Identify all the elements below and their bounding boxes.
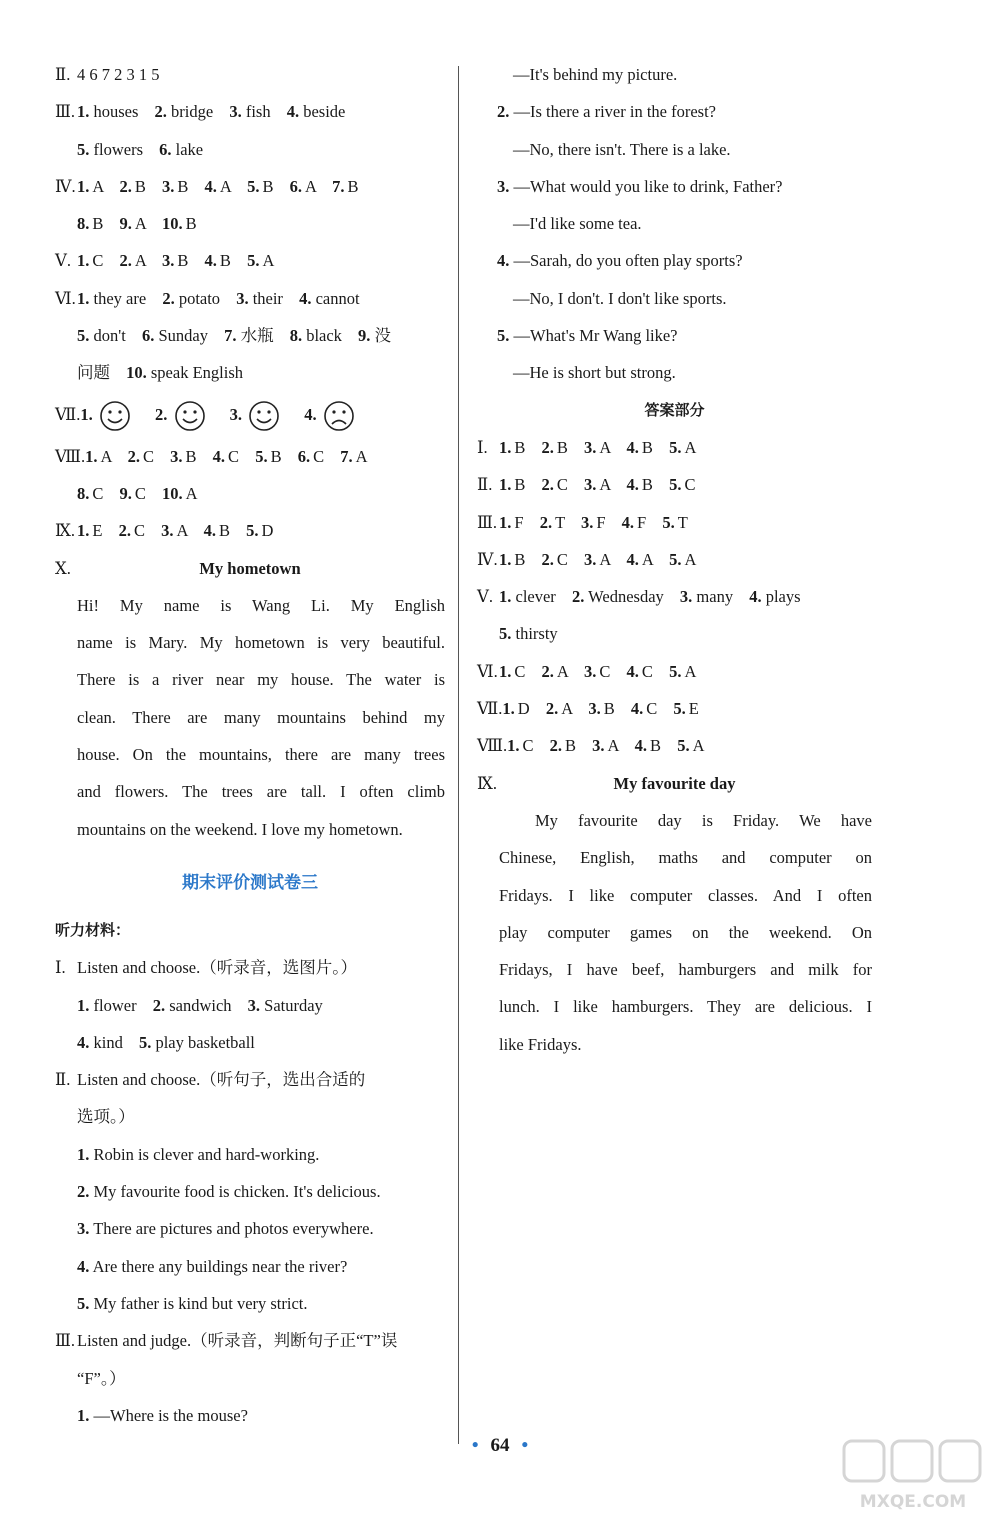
part-title-cont: 选项。） bbox=[77, 1107, 135, 1127]
essay-line: Chinese, English, maths and computer on bbox=[499, 848, 872, 868]
sentence: 5. My father is kind but very strict. bbox=[77, 1293, 308, 1313]
smile-face-icon bbox=[248, 400, 280, 432]
page-number: • 64 • bbox=[471, 1435, 529, 1456]
answer-line: 问题 10. speak English bbox=[77, 363, 243, 383]
dot-icon: • bbox=[471, 1435, 479, 1456]
essay-line: like Fridays. bbox=[499, 1034, 582, 1054]
essay-line: and flowers. The trees are tall. I often climb bbox=[77, 782, 445, 802]
listening-header: 听力材料： bbox=[55, 920, 131, 939]
answer-line: Ⅴ. 1. C 2. A 3. B 4. B 5. A bbox=[55, 251, 275, 271]
answer-line: Ⅱ. 4 6 7 2 3 1 5 bbox=[55, 65, 160, 84]
essay-title: My hometown bbox=[199, 558, 301, 578]
answer-line: 4. kind 5. play basketball bbox=[77, 1032, 255, 1052]
essay-title-line: Ⅹ. My hometown bbox=[55, 550, 445, 587]
essay-line: house. On the mountains, there are many trees bbox=[77, 745, 445, 765]
essay-line: My favourite day is Friday. We have bbox=[535, 810, 872, 830]
dialog-line: —I'd like some tea. bbox=[513, 214, 642, 234]
essay-title-line: Ⅸ. My favourite day bbox=[477, 765, 872, 802]
dialog-line: 3. —What would you like to drink, Father? bbox=[497, 176, 783, 196]
answer-line: 5. don't 6. Sunday 7. 水瓶 8. black 9. 没 bbox=[77, 326, 392, 346]
answer-line: Ⅸ. 1. E 2. C 3. A 4. B 5. D bbox=[55, 521, 274, 541]
essay-line: name is Mary. My hometown is very beautiful. bbox=[77, 633, 445, 653]
smile-face-icon bbox=[174, 400, 206, 432]
essay-line: Fridays. I like computer classes. And I often bbox=[499, 885, 872, 905]
left-column bbox=[55, 56, 445, 1434]
svg-text:MXQE.COM: MXQE.COM bbox=[859, 1492, 967, 1512]
part-title: Ⅰ. Listen and choose.（听录音，选图片。） bbox=[55, 958, 358, 978]
sentence: 4. Are there any buildings near the river? bbox=[77, 1256, 348, 1276]
essay-title: My favourite day bbox=[613, 773, 736, 793]
answer-line: Ⅷ.1. C 2. B 3. A 4. B 5. A bbox=[477, 736, 705, 756]
sentence: 2. My favourite food is chicken. It's delicious. bbox=[77, 1182, 381, 1202]
part-title: Ⅱ. Listen and choose.（听句子，选出合适的 bbox=[55, 1070, 366, 1090]
dialog-line: —It's behind my picture. bbox=[513, 65, 678, 84]
dialog-line: —He is short but strong. bbox=[513, 363, 676, 383]
essay-line: clean. There are many mountains behind my bbox=[77, 707, 445, 727]
essay-line: mountains on the weekend. I love my hometown. bbox=[77, 819, 403, 839]
dialog-line: 4. —Sarah, do you often play sports? bbox=[497, 251, 743, 271]
right-column bbox=[477, 56, 872, 1063]
dialog-line: 5. —What's Mr Wang like? bbox=[497, 326, 678, 346]
dot-icon: • bbox=[521, 1435, 529, 1456]
answer-line: Ⅴ. 1. clever 2. Wednesday 3. many 4. plays bbox=[477, 587, 801, 607]
answer-line: Ⅲ. 1. F 2. T 3. F 4. F 5. T bbox=[477, 512, 688, 532]
answer-line: 8. C 9. C 10. A bbox=[77, 483, 198, 503]
answer-line: Ⅲ. 1. houses 2. bridge 3. fish 4. beside bbox=[55, 102, 346, 122]
answer-line: Ⅵ.1. they are 2. potato 3. their 4. cannot bbox=[55, 288, 360, 308]
dialog-line: 2. —Is there a river in the forest? bbox=[497, 102, 716, 122]
answer-line: 8. B 9. A 10. B bbox=[77, 214, 197, 234]
faces-line: Ⅶ.1. 2. 3. 4. bbox=[55, 392, 445, 438]
column-divider bbox=[458, 66, 459, 1444]
part-title: Ⅲ. Listen and judge.（听录音，判断句子正“T”误 bbox=[55, 1331, 398, 1351]
section-title: 期末评价测试卷三 bbox=[182, 872, 318, 893]
sad-face-icon bbox=[323, 400, 355, 432]
answer-line: 5. thirsty bbox=[499, 624, 558, 644]
essay-line: There is a river near my house. The water is bbox=[77, 670, 445, 690]
essay-line: play computer games on the weekend. On bbox=[499, 922, 872, 942]
answer-line: Ⅱ. 1. B 2. C 3. A 4. B 5. C bbox=[477, 475, 696, 495]
answer-line: Ⅳ.1. B 2. C 3. A 4. A 5. A bbox=[477, 549, 697, 569]
dialog-line: —No, there isn't. There is a lake. bbox=[513, 139, 731, 159]
smile-face-icon bbox=[99, 400, 131, 432]
answer-line: 5. flowers 6. lake bbox=[77, 139, 204, 159]
answer-line: Ⅰ. 1. B 2. B 3. A 4. B 5. A bbox=[477, 437, 697, 457]
sentence: 1. Robin is clever and hard-working. bbox=[77, 1144, 320, 1164]
sentence: 3. There are pictures and photos everywhere. bbox=[77, 1219, 374, 1239]
answer-line: Ⅶ.1. D 2. A 3. B 4. C 5. E bbox=[477, 699, 699, 719]
sentence: 1. —Where is the mouse? bbox=[77, 1405, 248, 1425]
watermark-logo bbox=[838, 1437, 988, 1515]
answer-line: Ⅵ.1. C 2. A 3. C 4. C 5. A bbox=[477, 661, 697, 681]
answer-line: 1. flower 2. sandwich 3. Saturday bbox=[77, 995, 323, 1015]
essay-line: Hi! My name is Wang Li. My English bbox=[77, 595, 445, 615]
answer-line: Ⅳ.1. A 2. B 3. B 4. A 5. B 6. A 7. B bbox=[55, 176, 359, 196]
answer-line: Ⅷ.1. A 2. C 3. B 4. C 5. B 6. C 7. A bbox=[55, 446, 368, 466]
part-title-cont: “F”。） bbox=[77, 1368, 126, 1388]
essay-line: lunch. I like hamburgers. They are delicious. I bbox=[499, 997, 872, 1017]
answers-title: 答案部分 bbox=[644, 400, 705, 419]
essay-line: Fridays, I have beef, hamburgers and milk for bbox=[499, 960, 872, 980]
dialog-line: —No, I don't. I don't like sports. bbox=[513, 288, 727, 308]
